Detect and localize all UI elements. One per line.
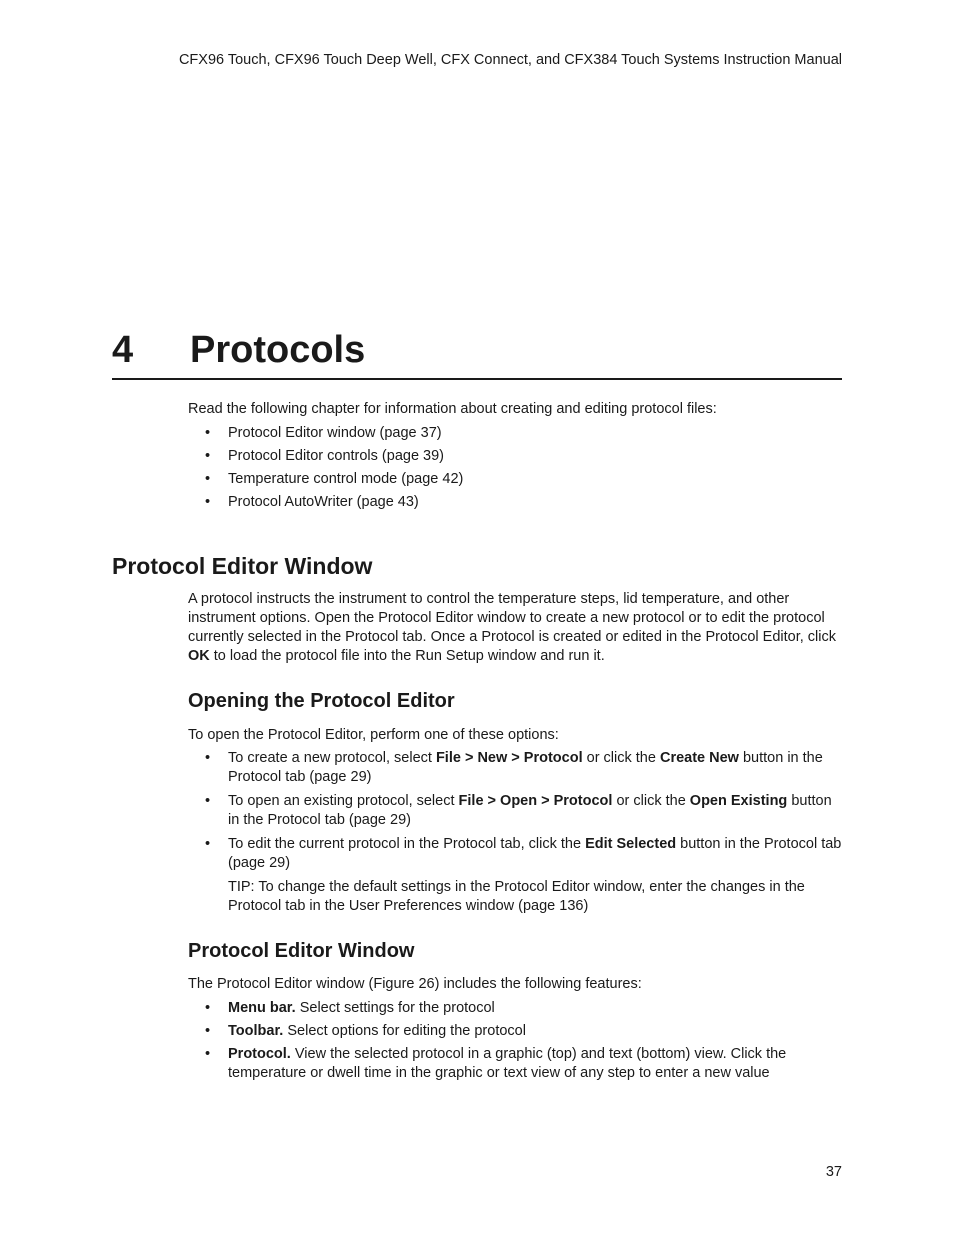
chapter-intro: Read the following chapter for information about creating and editing protocol files: bbox=[188, 401, 717, 417]
list-item: • Menu bar. Select settings for the protocol bbox=[205, 1000, 495, 1016]
running-header: CFX96 Touch, CFX96 Touch Deep Well, CFX Connect, and CFX384 Touch Systems Instruction Manual bbox=[178, 52, 842, 68]
subsection-intro: The Protocol Editor window (Figure 26) includes the following features: bbox=[188, 976, 642, 992]
page-number: 37 bbox=[825, 1164, 842, 1180]
chapter-heading bbox=[112, 328, 842, 380]
tip-note: TIP: To change the default settings in the Protocol Editor window, enter the changes in the Protocol tab in the User Preferences window (page 136) bbox=[228, 879, 805, 914]
options-list bbox=[188, 749, 843, 916]
list-item: • Protocol Editor controls (page 39) bbox=[205, 448, 444, 464]
features-list bbox=[188, 999, 843, 1083]
section-heading: Protocol Editor Window bbox=[112, 553, 373, 579]
list-item: • To create a new protocol, select File > New > Protocol or click the Create New button in the Protocol tab (page 29) bbox=[205, 750, 823, 785]
section-paragraph: A protocol instructs the instrument to control the temperature steps, lid temperature, and other instrument options. Open the Protocol Editor window to create a new protocol or to edit the protocol currently selected in the Protocol tab. Once a Protocol is created or edited in the Protocol Editor, click OK to load the protocol file into the Run Setup window and run it. bbox=[188, 591, 836, 664]
list-item: • Protocol AutoWriter (page 43) bbox=[205, 494, 419, 510]
list-item: • To open an existing protocol, select File > Open > Protocol or click the Open Existing button in the Protocol tab (page 29) bbox=[205, 793, 832, 828]
list-item: • Toolbar. Select options for editing the protocol bbox=[205, 1023, 526, 1039]
chapter-number: 4 bbox=[112, 329, 134, 371]
chapter-title: Protocols bbox=[190, 329, 366, 371]
subsection-heading: Opening the Protocol Editor bbox=[188, 690, 455, 712]
chapter-contents-list bbox=[188, 424, 843, 512]
subsection-intro: To open the Protocol Editor, perform one of these options: bbox=[188, 727, 559, 743]
list-item: • Protocol Editor window (page 37) bbox=[205, 425, 442, 441]
list-item: • Temperature control mode (page 42) bbox=[205, 471, 464, 487]
list-item: • To edit the current protocol in the Protocol tab, click the Edit Selected button in the Protocol tab (page 29) bbox=[205, 836, 842, 871]
subsection-heading: Protocol Editor Window bbox=[188, 940, 415, 962]
list-item: • Protocol. View the selected protocol in a graphic (top) and text (bottom) view. Click the temperature or dwell time in the graphic or text view of any step to enter a new value bbox=[205, 1046, 787, 1081]
